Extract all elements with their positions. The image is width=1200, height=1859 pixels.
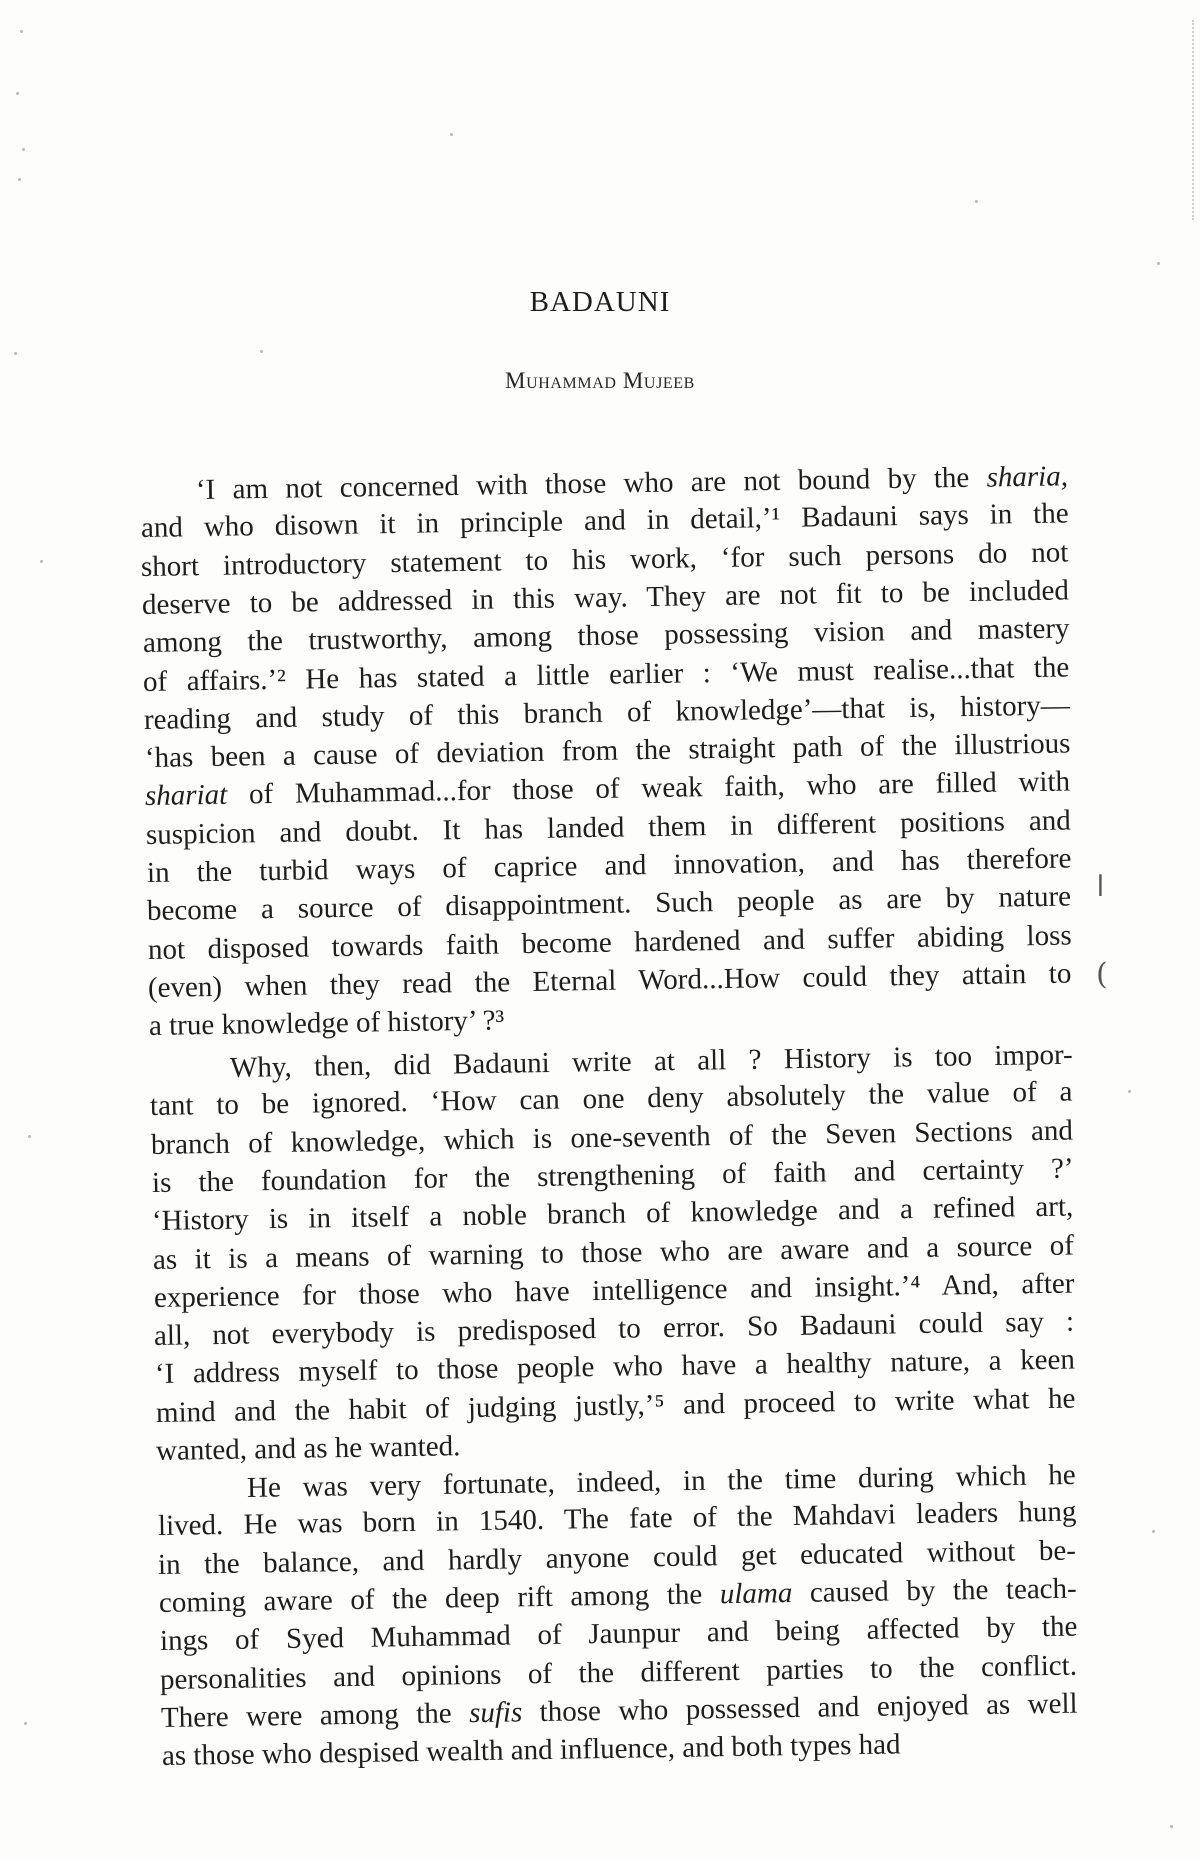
text-line: and who disown it in principle and in detail,’¹ Badauni says in the	[140, 497, 1069, 545]
text-line: in the balance, and hardly anyone could get educated without be-	[158, 1534, 1077, 1581]
text-line: not disposed towards faith become hardened and suffer abiding loss	[147, 919, 1072, 966]
text-line: Why, then, did Badauni write at all ? History is too impor-	[229, 1038, 1073, 1084]
text-line: wanted, and as he wanted.	[156, 1430, 461, 1467]
text-line: all, not everybody is predisposed to error. So Badauni could say :	[154, 1305, 1075, 1353]
text-line: shariat of Muhammad...for those of weak faith, who are filled with	[144, 765, 1071, 813]
text-line: tant to be ignored. ‘How can one deny absolutely the value of a	[150, 1075, 1074, 1123]
text-line: branch of knowledge, which is one-seventh of the Seven Sections and	[150, 1114, 1074, 1161]
text-line: ings of Syed Muhammad of Jaunpur and being affected by the	[159, 1610, 1078, 1658]
text-line: coming aware of the deep rift among the ulama caused by the teach-	[158, 1572, 1077, 1619]
text-line: ‘I am not concerned with those who are not bound by the sharia,	[195, 460, 1069, 506]
text-line: become a source of disappointment. Such people as are by nature	[146, 880, 1072, 928]
text-line: There were among the sufis those who possessed and enjoyed as well	[160, 1687, 1078, 1734]
text-line: ‘I address myself to those people who have a healthy nature, a keen	[154, 1343, 1076, 1391]
text-line: a true knowledge of history’ ?³	[148, 1004, 505, 1043]
text-line: (even) when they read the Eternal Word...How could they attain to	[148, 957, 1073, 1004]
text-line: is the foundation for the strengthening of faith and certainty ?’	[151, 1152, 1074, 1199]
text-line: experience for those who have intelligence and insight.’⁴ And, after	[153, 1267, 1075, 1314]
text-line: deserve to be addressed in this way. They are not fit to be included	[141, 574, 1070, 621]
text-line: as those who despised wealth and influence, and both types had	[161, 1728, 901, 1773]
text-line: among the trustworthy, among those possessing vision and mastery	[142, 612, 1070, 660]
margin-pencil-mark: ǀ	[1096, 869, 1105, 904]
text-line: of affairs.’² He has stated a little earlier : ‘We must realise...that the	[142, 650, 1070, 698]
page-title: BADAUNI	[529, 286, 671, 318]
text-line: mind and the habit of judging justly,’⁵ and proceed to write what he	[155, 1382, 1076, 1429]
author-name: Muhammad Mujeeb	[505, 368, 695, 393]
text-line: suspicion and doubt. It has landed them in different positions and	[145, 804, 1071, 851]
text-line: ‘has been a cause of deviation from the straight path of the illustrious	[144, 727, 1071, 775]
text-line: in the turbid ways of caprice and innovation, and has therefore	[146, 842, 1072, 889]
text-line: short introductory statement to his work, ‘for such persons do not	[141, 536, 1069, 583]
text-line: personalities and opinions of the different parties to the conflict.	[159, 1649, 1078, 1696]
text-line: ‘History is in itself a noble branch of knowledge and a refined art,	[152, 1190, 1074, 1238]
text-line: reading and study of this branch of knowledge’—that is, history—	[143, 689, 1070, 736]
text-line: lived. He was born in 1540. The fate of the Mahdavi leaders hung	[157, 1495, 1077, 1543]
text-line: as it is a means of warning to those who are aware and a source of	[152, 1229, 1075, 1276]
text-line: He was very fortunate, indeed, in the time during which he	[246, 1458, 1076, 1504]
margin-bracket-mark: (	[1096, 957, 1108, 992]
